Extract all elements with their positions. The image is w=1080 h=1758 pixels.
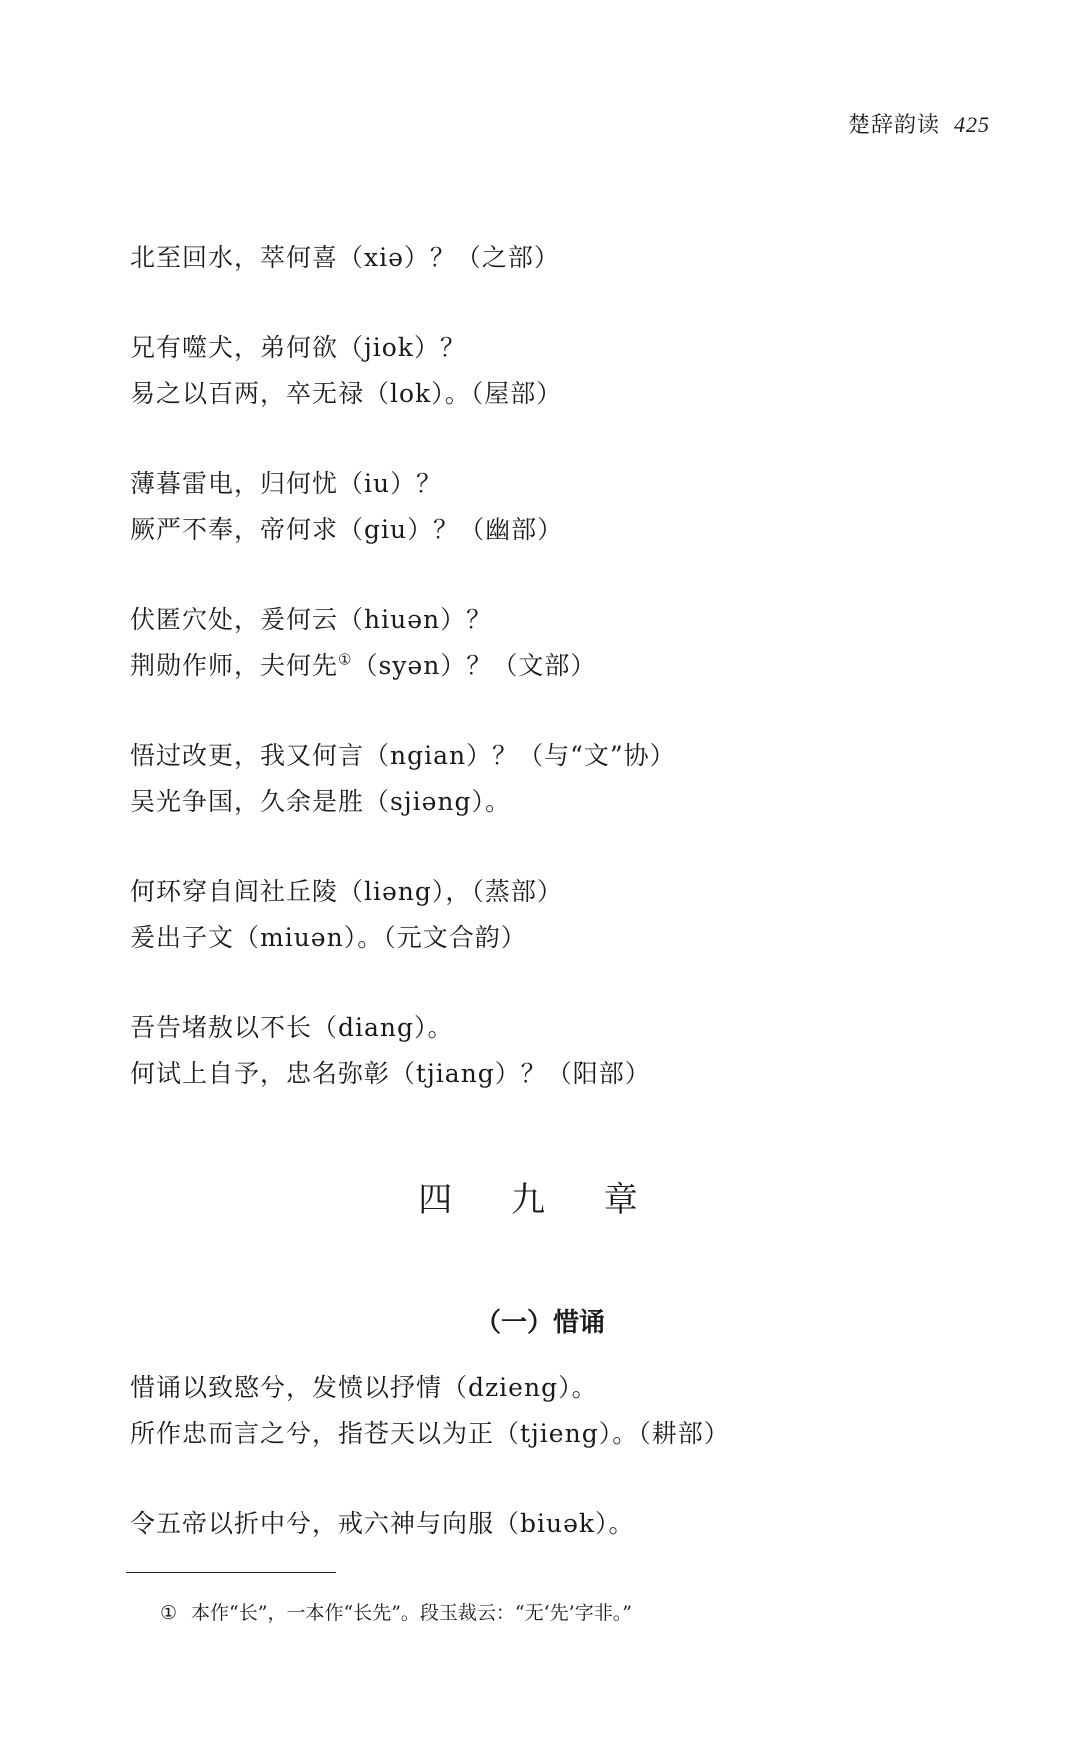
footnote-divider: [126, 1572, 336, 1573]
page-number: 425: [954, 112, 990, 137]
verse-line: 悟过改更，我又何言（ngian）？（与“文”协）: [130, 741, 676, 770]
verse-line: 何试上自予，忠名弥彰（tjiang）？（阳部）: [130, 1059, 651, 1088]
footnote-text: 本作“长”，一本作“长先”。段玉裁云：“无‘先’字非。”: [191, 1602, 632, 1624]
verse-line: 令五帝以折中兮，戒六神与向服（biuək）。: [130, 1509, 635, 1538]
verse-line: 伏匿穴处，爰何云（hiuən）？: [130, 605, 493, 634]
verse-line: 北至回水，萃何喜（xiə）？（之部）: [130, 243, 560, 272]
footnote-mark: ①: [160, 1602, 178, 1624]
running-header: [848, 108, 990, 139]
footnote-reference[interactable]: ①: [338, 650, 353, 669]
verse-line: 厥严不奉，帝何求（giu）？（幽部）: [130, 515, 564, 544]
verse-line: 兄有噬犬，弟何欲（jiok）？: [130, 333, 466, 362]
verse-line: 所作忠而言之兮，指苍天以为正（tjieng）。（耕部）: [130, 1419, 730, 1448]
verse-line: [130, 646, 596, 682]
footnote: [160, 1598, 632, 1625]
chapter-title: 四 九 章: [418, 1180, 662, 1220]
verse-line: 薄暮雷电，归何忧（iu）？: [130, 469, 443, 498]
verse-line-part: （syən）？（文部）: [352, 651, 597, 680]
section-title: （一）惜诵: [474, 1308, 605, 1338]
verse-line: 惜诵以致愍兮，发愤以抒情（dzieng）。: [130, 1373, 598, 1402]
verse-line: 易之以百两，卒无禄（lok）。（屋部）: [130, 379, 563, 408]
verse-line: 何环穿自闾社丘陵（liəng），（蒸部）: [130, 877, 563, 906]
verse-line-part: 荆勋作师，夫何先: [130, 651, 339, 680]
verse-line: 爰出子文（miuən）。（元文合韵）: [130, 923, 527, 952]
book-title: 楚辞韵读: [847, 113, 940, 138]
verse-line: 吾告堵敖以不长（diang）。: [130, 1013, 454, 1042]
verse-line: 吴光争国，久余是胜（sjiəng）。: [130, 787, 511, 816]
